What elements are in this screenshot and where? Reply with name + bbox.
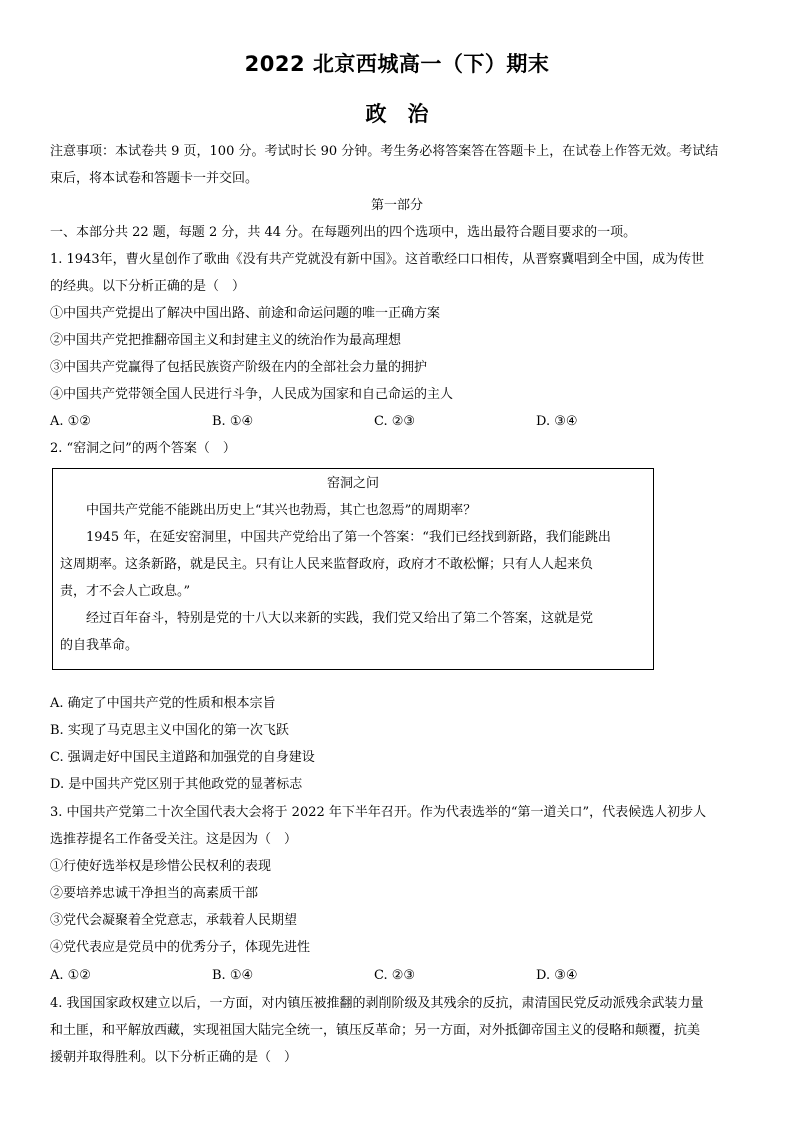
q2-box-title: 窑洞之问 (326, 476, 379, 491)
q1-statement-4: ④中国共产党带领全国人民进行斗争，人民成为国家和自己命运的主人 (50, 387, 454, 402)
q1-option-d: D. ③④ (536, 414, 578, 429)
q4-stem-line-2: 和土匪，和平解放西藏，实现祖国大陆完全统一，镇压反革命；另一方面，对外抵御帝国主义的侵略和颠覆，抗美 (50, 1023, 701, 1038)
q2-option-c: C. 强调走好中国民主道路和加强党的自身建设 (50, 750, 315, 765)
q3-option-b: B. ①④ (212, 968, 254, 983)
q1-statement-1: ①中国共产党提出了解决中国出路、前途和命运问题的唯一正确方案 (50, 306, 441, 321)
q3-stem-line-1: 3. 中国共产党第二十次全国代表大会将于 2022 年下半年召开。作为代表选举的“第一道关口”，代表候选人初步人 (50, 805, 707, 820)
q3-option-d: D. ③④ (536, 968, 578, 983)
q1-stem-line-1: 1. 1943年，曹火星创作了歌曲《没有共产党就没有新中国》。这首歌经口口相传，从晋察冀唱到全中国，成为传世 (50, 252, 705, 267)
q1-option-c: C. ②③ (374, 414, 416, 429)
q3-option-c: C. ②③ (374, 968, 416, 983)
q1-stem-line-2: 的经典。以下分析正确的是（ ） (50, 279, 246, 294)
exam-title: 2022 北京西城高一（下）期末 (244, 52, 550, 76)
q4-stem-line-3: 援朝并取得胜利。以下分析正确的是（ ） (50, 1050, 298, 1065)
q1-option-a: A. ①② (50, 414, 91, 429)
q4-stem-line-1: 4. 我国国家政权建立以后，一方面，对内镇压被推翻的剥削阶级及其残余的反抗，肃清国民党反动派残余武装力量 (50, 996, 704, 1011)
q2-option-b: B. 实现了马克思主义中国化的第一次飞跃 (50, 723, 289, 738)
q2-option-a: A. 确定了中国共产党的性质和根本宗旨 (50, 696, 276, 711)
part-title: 第一部分 (370, 198, 423, 213)
exam-subject: 政 治 (365, 102, 429, 126)
q1-option-b: B. ①④ (212, 414, 254, 429)
q3-statement-4: ④党代表应是党员中的优秀分子，体现先进性 (50, 940, 311, 955)
part-instruction: 一、本部分共 22 题，每题 2 分，共 44 分。在每题列出的四个选项中，选出最符合题目要求的一项。 (50, 225, 637, 240)
q2-material-box (52, 468, 654, 670)
q3-statement-2: ②要培养忠诚干净担当的高素质干部 (50, 886, 259, 901)
q2-option-d: D. 是中国共产党区别于其他政党的显著标志 (50, 777, 303, 792)
notice-line-2: 束后，将本试卷和答题卡一并交回。 (50, 171, 259, 186)
notice-line-1: 注意事项：本试卷共 9 页，100 分。考试时长 90 分钟。考生务必将答案答在答题卡上，在试卷上作答无效。考试结 (50, 144, 719, 159)
q3-stem-line-2: 选推荐提名工作备受关注。这是因为（ ） (50, 832, 298, 847)
q1-statement-2: ②中国共产党把推翻帝国主义和封建主义的统治作为最高理想 (50, 333, 402, 348)
q2-box-line-2: 1945 年，在延安窑洞里，中国共产党给出了第一个答案：“我们已经找到新路，我们能跳出 (86, 530, 611, 545)
q1-statement-3: ③中国共产党赢得了包括民族资产阶级在内的全部社会力量的拥护 (50, 360, 428, 375)
q2-box-line-5: 经过百年奋斗，特别是党的十八大以来新的实践，我们党又给出了第二个答案，这就是党 (86, 611, 594, 626)
q2-box-line-4: 责，才不会人亡政息。” (60, 584, 191, 599)
q2-box-line-3: 这周期率。这条新路，就是民主。只有让人民来监督政府，政府才不敢松懈；只有人人起来负 (60, 557, 594, 572)
q3-option-a: A. ①② (50, 968, 91, 983)
q3-statement-1: ①行使好选举权是珍惜公民权利的表现 (50, 859, 272, 874)
q2-box-line-6: 的自我革命。 (60, 638, 139, 653)
q2-stem: 2. “窑洞之问”的两个答案（ ） (50, 441, 236, 456)
q2-box-line-1: 中国共产党能不能跳出历史上“其兴也勃焉，其亡也忽焉”的周期率？ (86, 503, 477, 518)
q3-statement-3: ③党代会凝聚着全党意志，承载着人民期望 (50, 913, 298, 928)
